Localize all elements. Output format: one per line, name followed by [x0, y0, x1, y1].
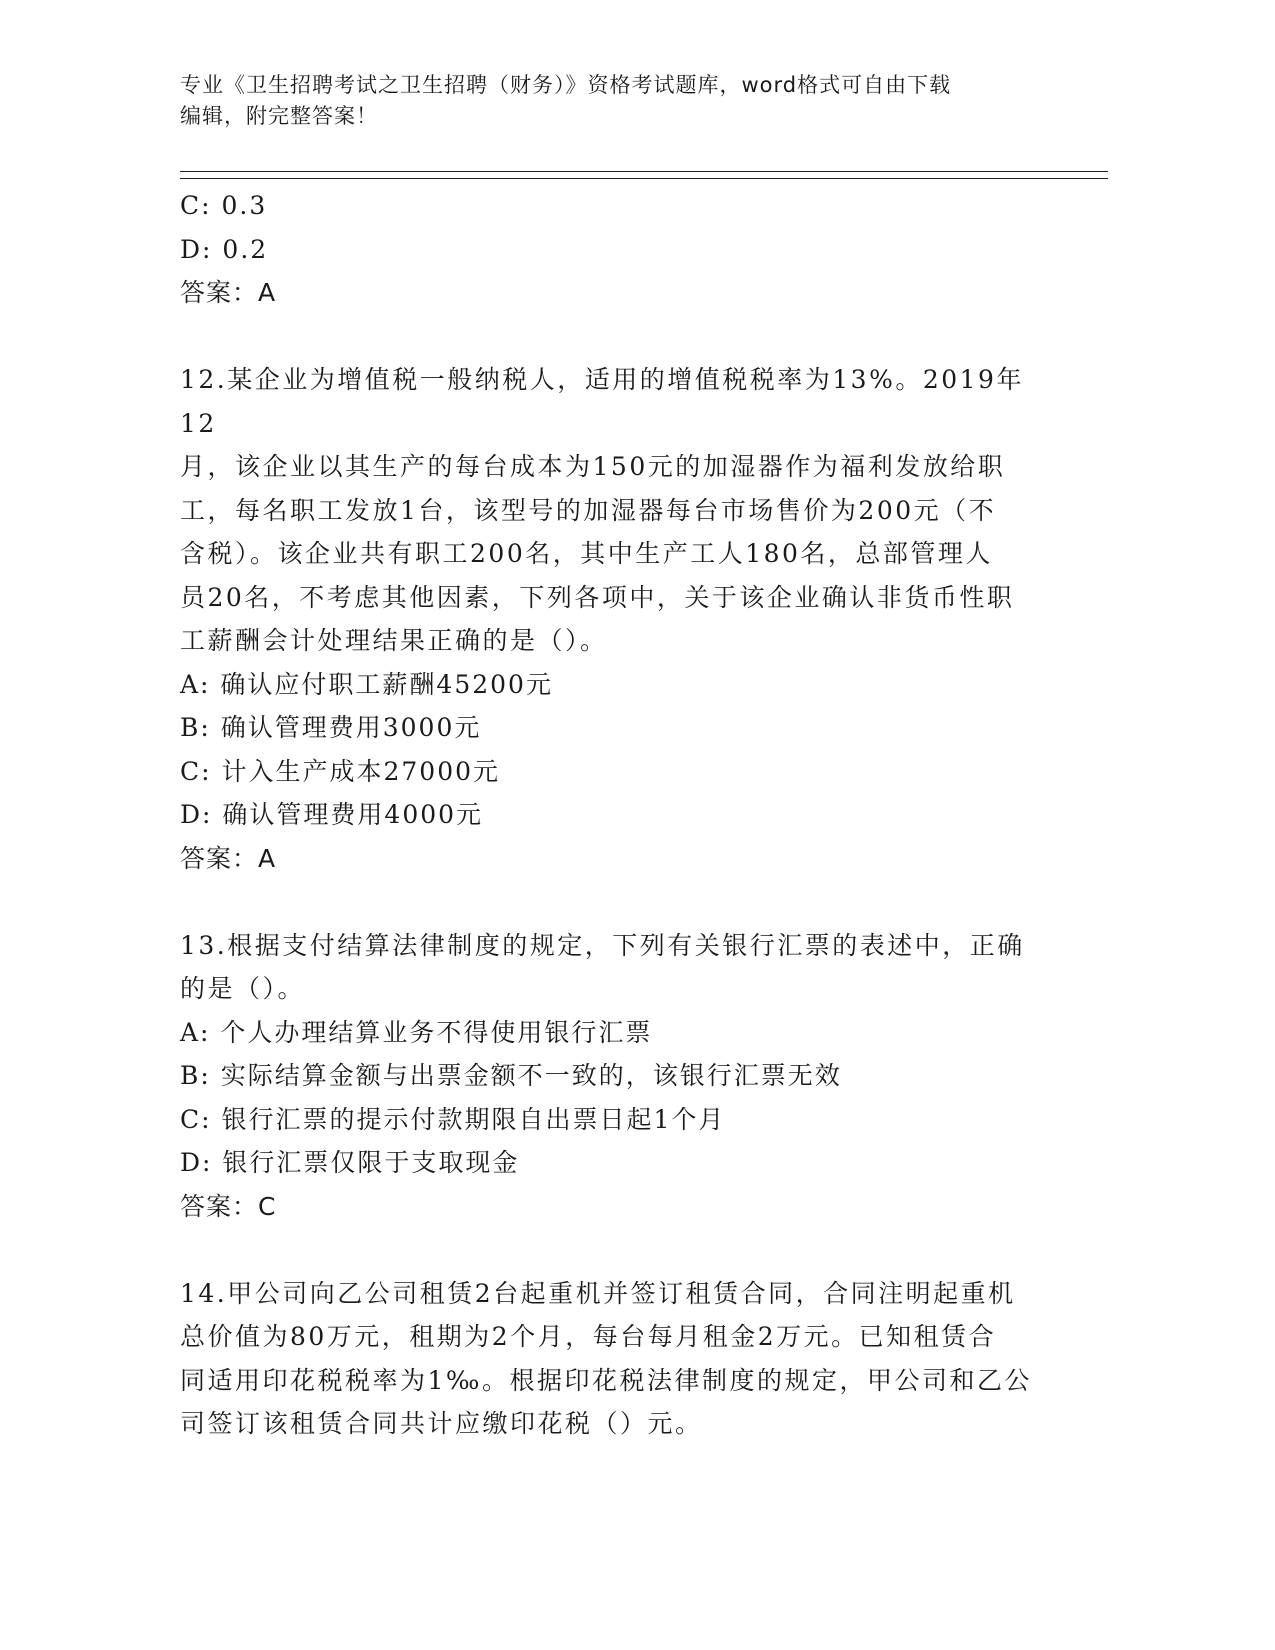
question-stem-line: 工，每名职工发放1台，该型号的加湿器每台市场售价为200元（不 — [180, 495, 997, 525]
option-c: C: 0.3 — [180, 191, 268, 220]
question-13 — [180, 924, 1040, 1229]
option-c: C: 计入生产成本27000元 — [180, 756, 501, 786]
answer-line: 答案：A — [180, 843, 277, 873]
question-14 — [180, 1272, 1040, 1446]
question-stem-line: 月，该企业以其生产的每台成本为150元的加湿器作为福利发放给职 — [180, 452, 1006, 481]
option-a: A: 个人办理结算业务不得使用银行汇票 — [180, 1017, 653, 1047]
option-b: B: 实际结算金额与出票金额不一致的，该银行汇票无效 — [180, 1061, 842, 1090]
option-a: A: 确认应付职工薪酬45200元 — [180, 669, 553, 699]
option-d: D: 银行汇票仅限于支取现金 — [180, 1148, 520, 1177]
answer-line: 答案：C — [180, 1191, 277, 1221]
header-divider-top — [180, 171, 1108, 172]
option-c: C: 银行汇票的提示付款期限自出票日起1个月 — [180, 1104, 726, 1134]
document-header — [180, 70, 1060, 132]
answer-line: 答案：A — [180, 278, 277, 307]
question-stem-line: 13.根据支付结算法律制度的规定，下列有关银行汇票的表述中，正确 — [180, 930, 1025, 960]
question-stem-line: 同适用印花税税率为1‰。根据印花税法律制度的规定，甲公司和乙公 — [180, 1365, 1032, 1395]
header-line-1: 专业《卫生招聘考试之卫生招聘（财务）》资格考试题库，word格式可自由下载 — [180, 73, 952, 97]
question-stem-line: 含税）。该企业共有职工200名，其中生产工人180名，总部管理人 — [180, 539, 993, 568]
spacer — [180, 880, 1040, 924]
spacer — [180, 1228, 1040, 1272]
question-content — [180, 184, 1040, 1446]
question-stem-line: 员20名，不考虑其他因素，下列各项中，关于该企业确认非货币性职 — [180, 582, 1015, 612]
previous-question-tail — [180, 184, 1040, 315]
question-stem-line: 总价值为80万元，租期为2个月，每台每月租金2万元。已知租赁合 — [180, 1322, 997, 1351]
question-stem-line: 司签订该租赁合同共计应缴印花税（）元。 — [180, 1409, 703, 1438]
question-stem-line: 工薪酬会计处理结果正确的是（）。 — [180, 626, 608, 655]
question-stem-line: 14.甲公司向乙公司租赁2台起重机并签订租赁合同，合同注明起重机 — [180, 1278, 1016, 1308]
option-d: D: 确认管理费用4000元 — [180, 800, 484, 829]
question-stem-line: 12.某企业为增值税一般纳税人，适用的增值税税率为13%。2019年12 — [180, 365, 1024, 438]
option-d: D: 0.2 — [180, 234, 269, 264]
option-b: B: 确认管理费用3000元 — [180, 713, 482, 742]
question-stem-line: 的是（）。 — [180, 974, 306, 1003]
spacer — [180, 315, 1040, 359]
header-divider-bottom — [180, 178, 1108, 179]
header-line-2: 编辑，附完整答案！ — [180, 104, 378, 128]
question-12 — [180, 358, 1040, 880]
